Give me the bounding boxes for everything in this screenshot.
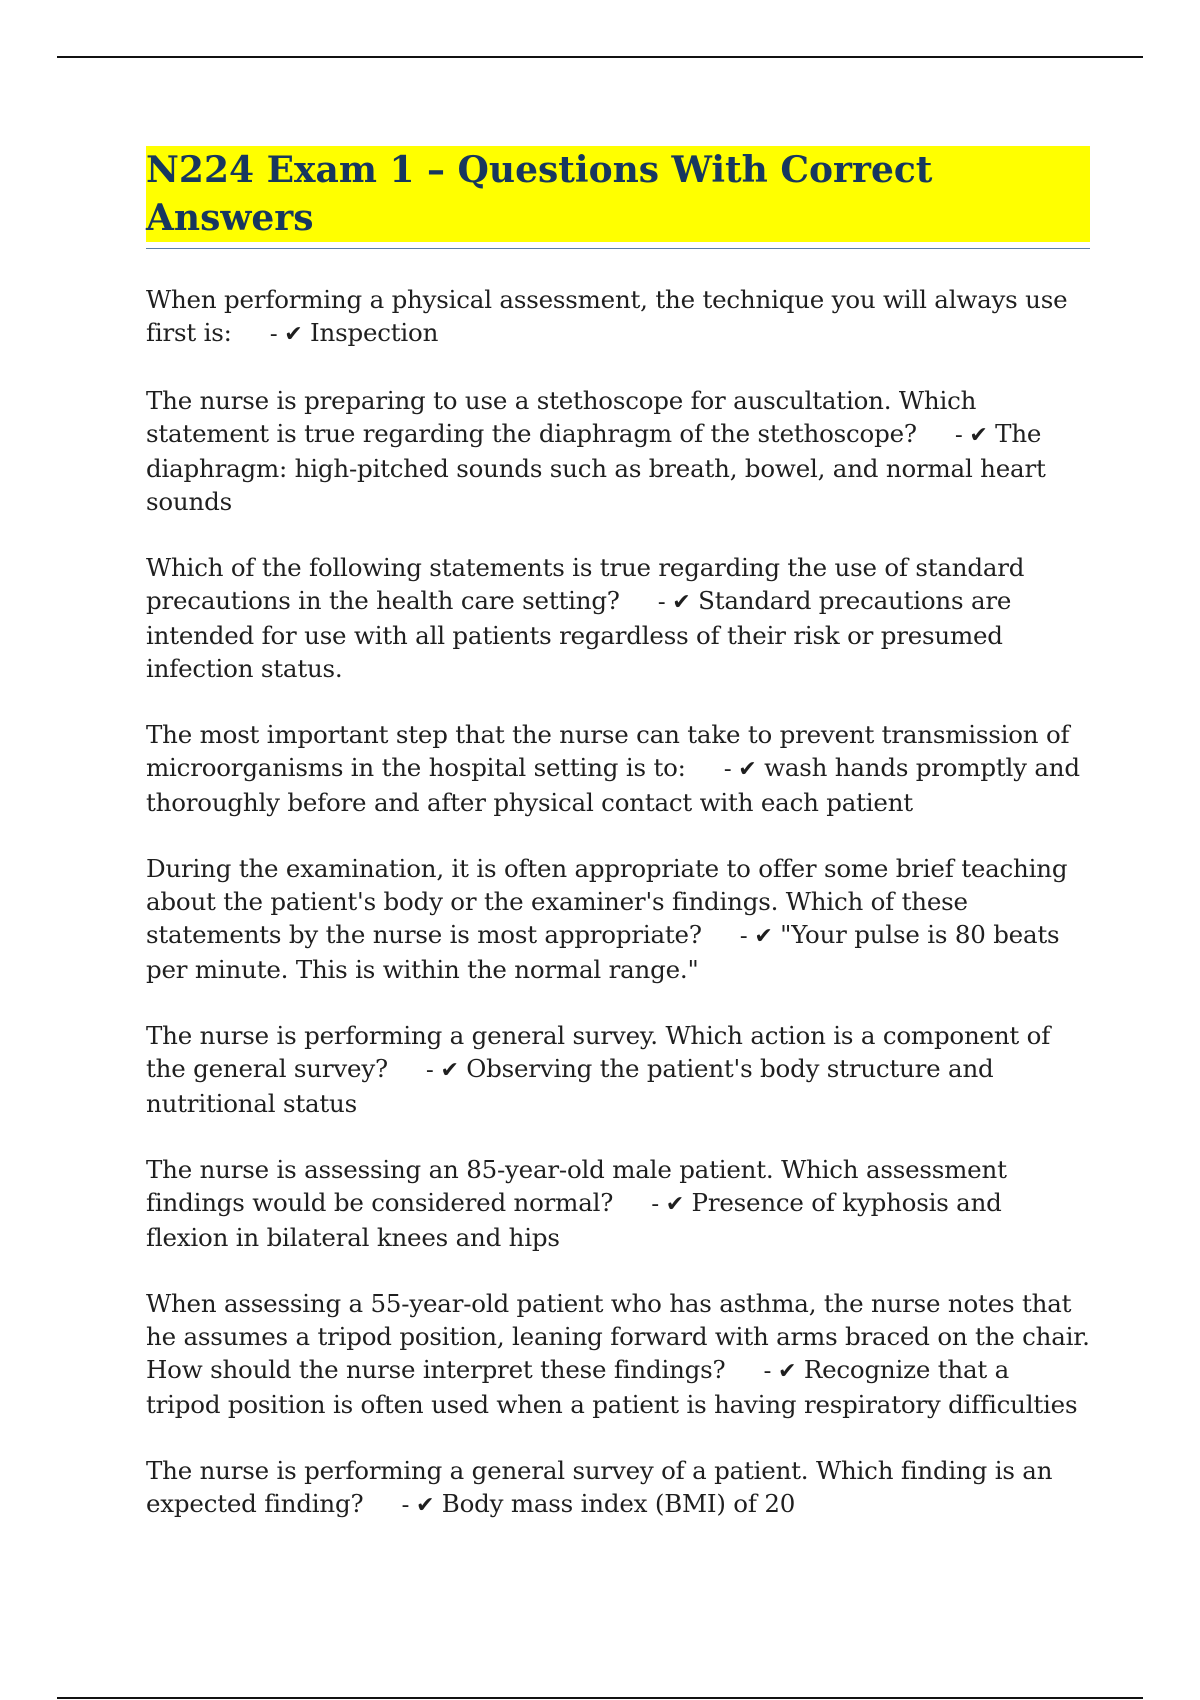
qa-item-2 — [146, 384, 1090, 518]
check-icon: - ✔ — [763, 1359, 797, 1384]
document-body — [146, 146, 1090, 1555]
question-text: During the examination, it is often appropriate to offer some brief teaching about the patient's body or the examiner's findings. Which of these statements by the nurse is most appropriate? — [146, 854, 1068, 949]
qa-item-9 — [146, 1454, 1090, 1522]
check-icon: - ✔ — [651, 1192, 684, 1217]
qa-item-4 — [146, 718, 1090, 819]
document-title: N224 Exam 1 – Questions With Correct Answers — [146, 146, 1090, 242]
question-text: The nurse is assessing an 85-year-old male patient. Which assessment findings would be considered normal? — [146, 1155, 1007, 1217]
question-text: When assessing a 55-year-old patient who has asthma, the nurse notes that he assumes a tripod position, leaning forward with arms braced on the chair. How should the nurse interpret these findings? — [146, 1289, 1090, 1384]
check-icon: - ✔ — [723, 757, 757, 782]
question-text: The most important step that the nurse can take to prevent transmission of microorganisms in the hospital setting is to: — [146, 720, 1070, 782]
check-icon: - ✔ — [954, 423, 988, 448]
answer-text: wash hands promptly and thoroughly before and after physical contact with each patient — [146, 753, 1080, 817]
check-icon: - ✔ — [269, 322, 303, 347]
answer-text: The diaphragm: high-pitched sounds such as breath, bowel, and normal heart sounds — [146, 419, 1046, 516]
answer-text: Body mass index (BMI) of 20 — [441, 1489, 796, 1518]
bottom-rule — [57, 1697, 1143, 1699]
answer-text: Inspection — [310, 318, 439, 347]
qa-item-1 — [146, 283, 1090, 351]
check-icon: - ✔ — [425, 1058, 459, 1083]
top-rule — [57, 56, 1143, 58]
answer-text: Presence of kyphosis and flexion in bilateral knees and hips — [146, 1188, 1002, 1252]
qa-item-5 — [146, 852, 1090, 986]
question-text: When performing a physical assessment, the technique you will always use first is: — [146, 285, 1068, 347]
check-icon: - ✔ — [657, 590, 691, 615]
question-text: The nurse is performing a general survey of a patient. Which finding is an expected finding? — [146, 1456, 1053, 1518]
qa-item-3 — [146, 551, 1090, 685]
check-icon: - ✔ — [739, 924, 773, 949]
check-icon: - ✔ — [401, 1493, 435, 1518]
answer-text: Standard precautions are intended for use with all patients regardless of their risk or presumed infection status. — [146, 586, 1012, 683]
question-text: Which of the following statements is true regarding the use of standard precautions in the health care setting? — [146, 553, 1025, 615]
qa-item-8 — [146, 1287, 1090, 1421]
answer-text: Observing the patient's body structure and nutritional status — [146, 1054, 994, 1118]
question-text: The nurse is performing a general survey. Which action is a component of the general survey? — [146, 1021, 1051, 1083]
qa-item-6 — [146, 1019, 1090, 1120]
answer-text: "Your pulse is 80 beats per minute. This is within the normal range." — [146, 920, 1060, 984]
title-block — [146, 146, 1090, 249]
answer-text: Recognize that a tripod position is often used when a patient is having respiratory difficulties — [146, 1355, 1078, 1419]
qa-item-7 — [146, 1153, 1090, 1254]
question-text: The nurse is preparing to use a stethoscope for auscultation. Which statement is true regarding the diaphragm of the stethoscope? — [146, 386, 977, 448]
